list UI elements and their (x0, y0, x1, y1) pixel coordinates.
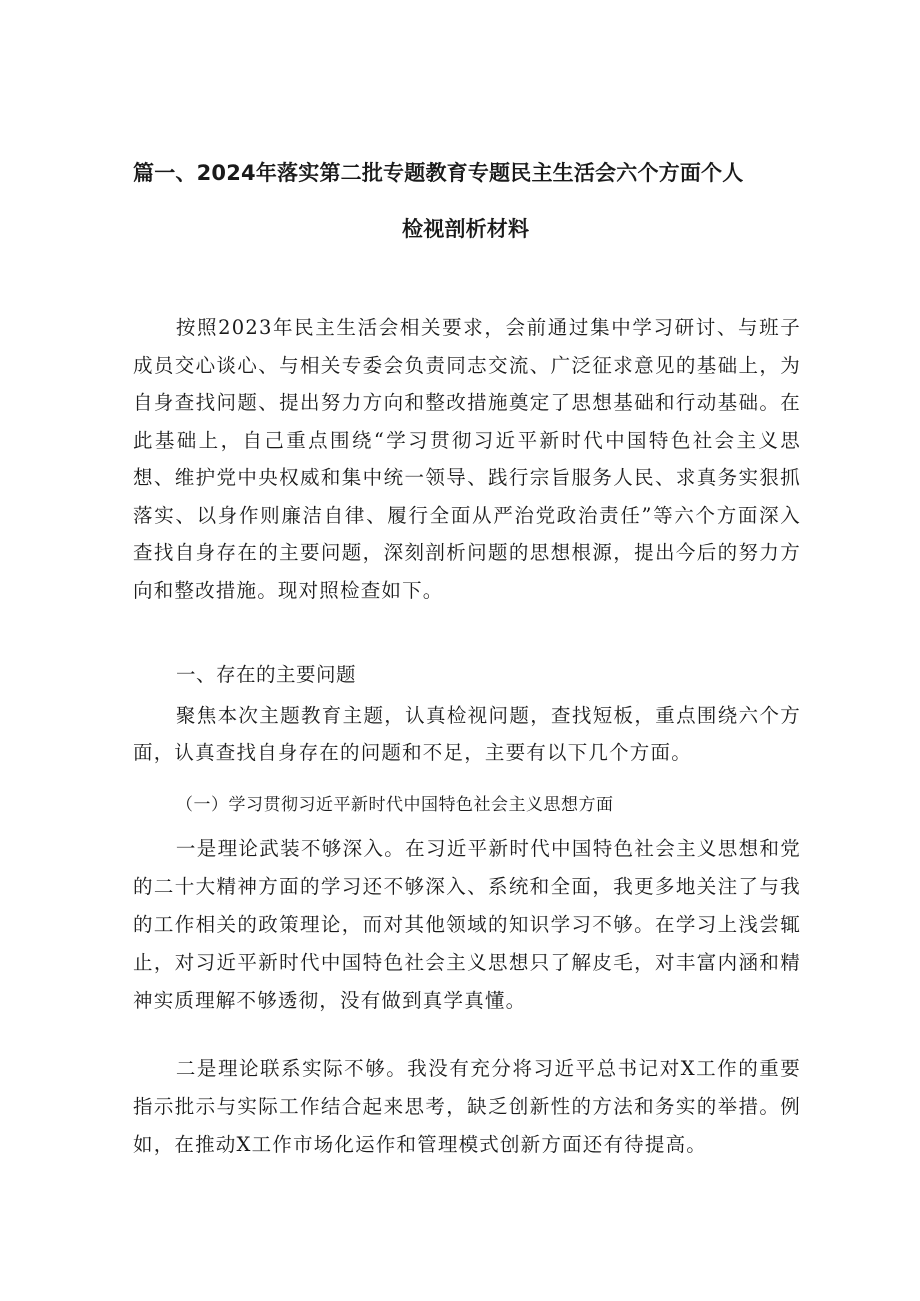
point-one-paragraph: 一是理论武装不够深入。在习近平新时代中国特色社会主义思想和党的二十大精神方面的学习还不够深入、系统和全面，我更多地关注了与我的工作相关的政策理论，而对其他领域的知识学习不够。在学习上浅尝辄止，对习近平新时代中国特色社会主义思想只了解皮毛，对丰富内涵和精神实质理解不够透彻，没有做到真学真懂。 (133, 837, 801, 1012)
document-title-line-2: 检视剖析材料 (402, 217, 530, 241)
intro-paragraph: 按照2023年民主生活会相关要求，会前通过集中学习研讨、与班子成员交心谈心、与相关专委会负责同志交流、广泛征求意见的基础上，为自身查找问题、提出努力方向和整改措施奠定了思想基础和行动基础。在此基础上，自己重点围绕“学习贯彻习近平新时代中国特色社会主义思想、维护党中央权威和集中统一领导、践行宗旨服务人民、求真务实狠抓落实、以身作则廉洁自律、履行全面从严治党政治责任”等六个方面深入查找自身存在的主要问题，深刻剖析问题的思想根源，提出今后的努力方向和整改措施。现对照检查如下。 (133, 316, 801, 602)
point-two-paragraph: 二是理论联系实际不够。我没有充分将习近平总书记对X工作的重要指示批示与实际工作结合起来思考，缺乏创新性的方法和务实的举措。例如，在推动X工作市场化运作和管理模式创新方面还有待提高。 (133, 1057, 801, 1156)
subsection-heading-study: （一）学习贯彻习近平新时代中国特色社会主义思想方面 (176, 795, 614, 815)
section-intro-paragraph: 聚焦本次主题教育主题，认真检视问题，查找短板，重点围绕六个方面，认真查找自身存在的问题和不足，主要有以下几个方面。 (133, 704, 801, 764)
document-title-line-1: 篇一、2024年落实第二批专题教育专题民主生活会六个方面个人 (133, 161, 744, 185)
section-heading-main-problems: 一、存在的主要问题 (176, 663, 357, 686)
